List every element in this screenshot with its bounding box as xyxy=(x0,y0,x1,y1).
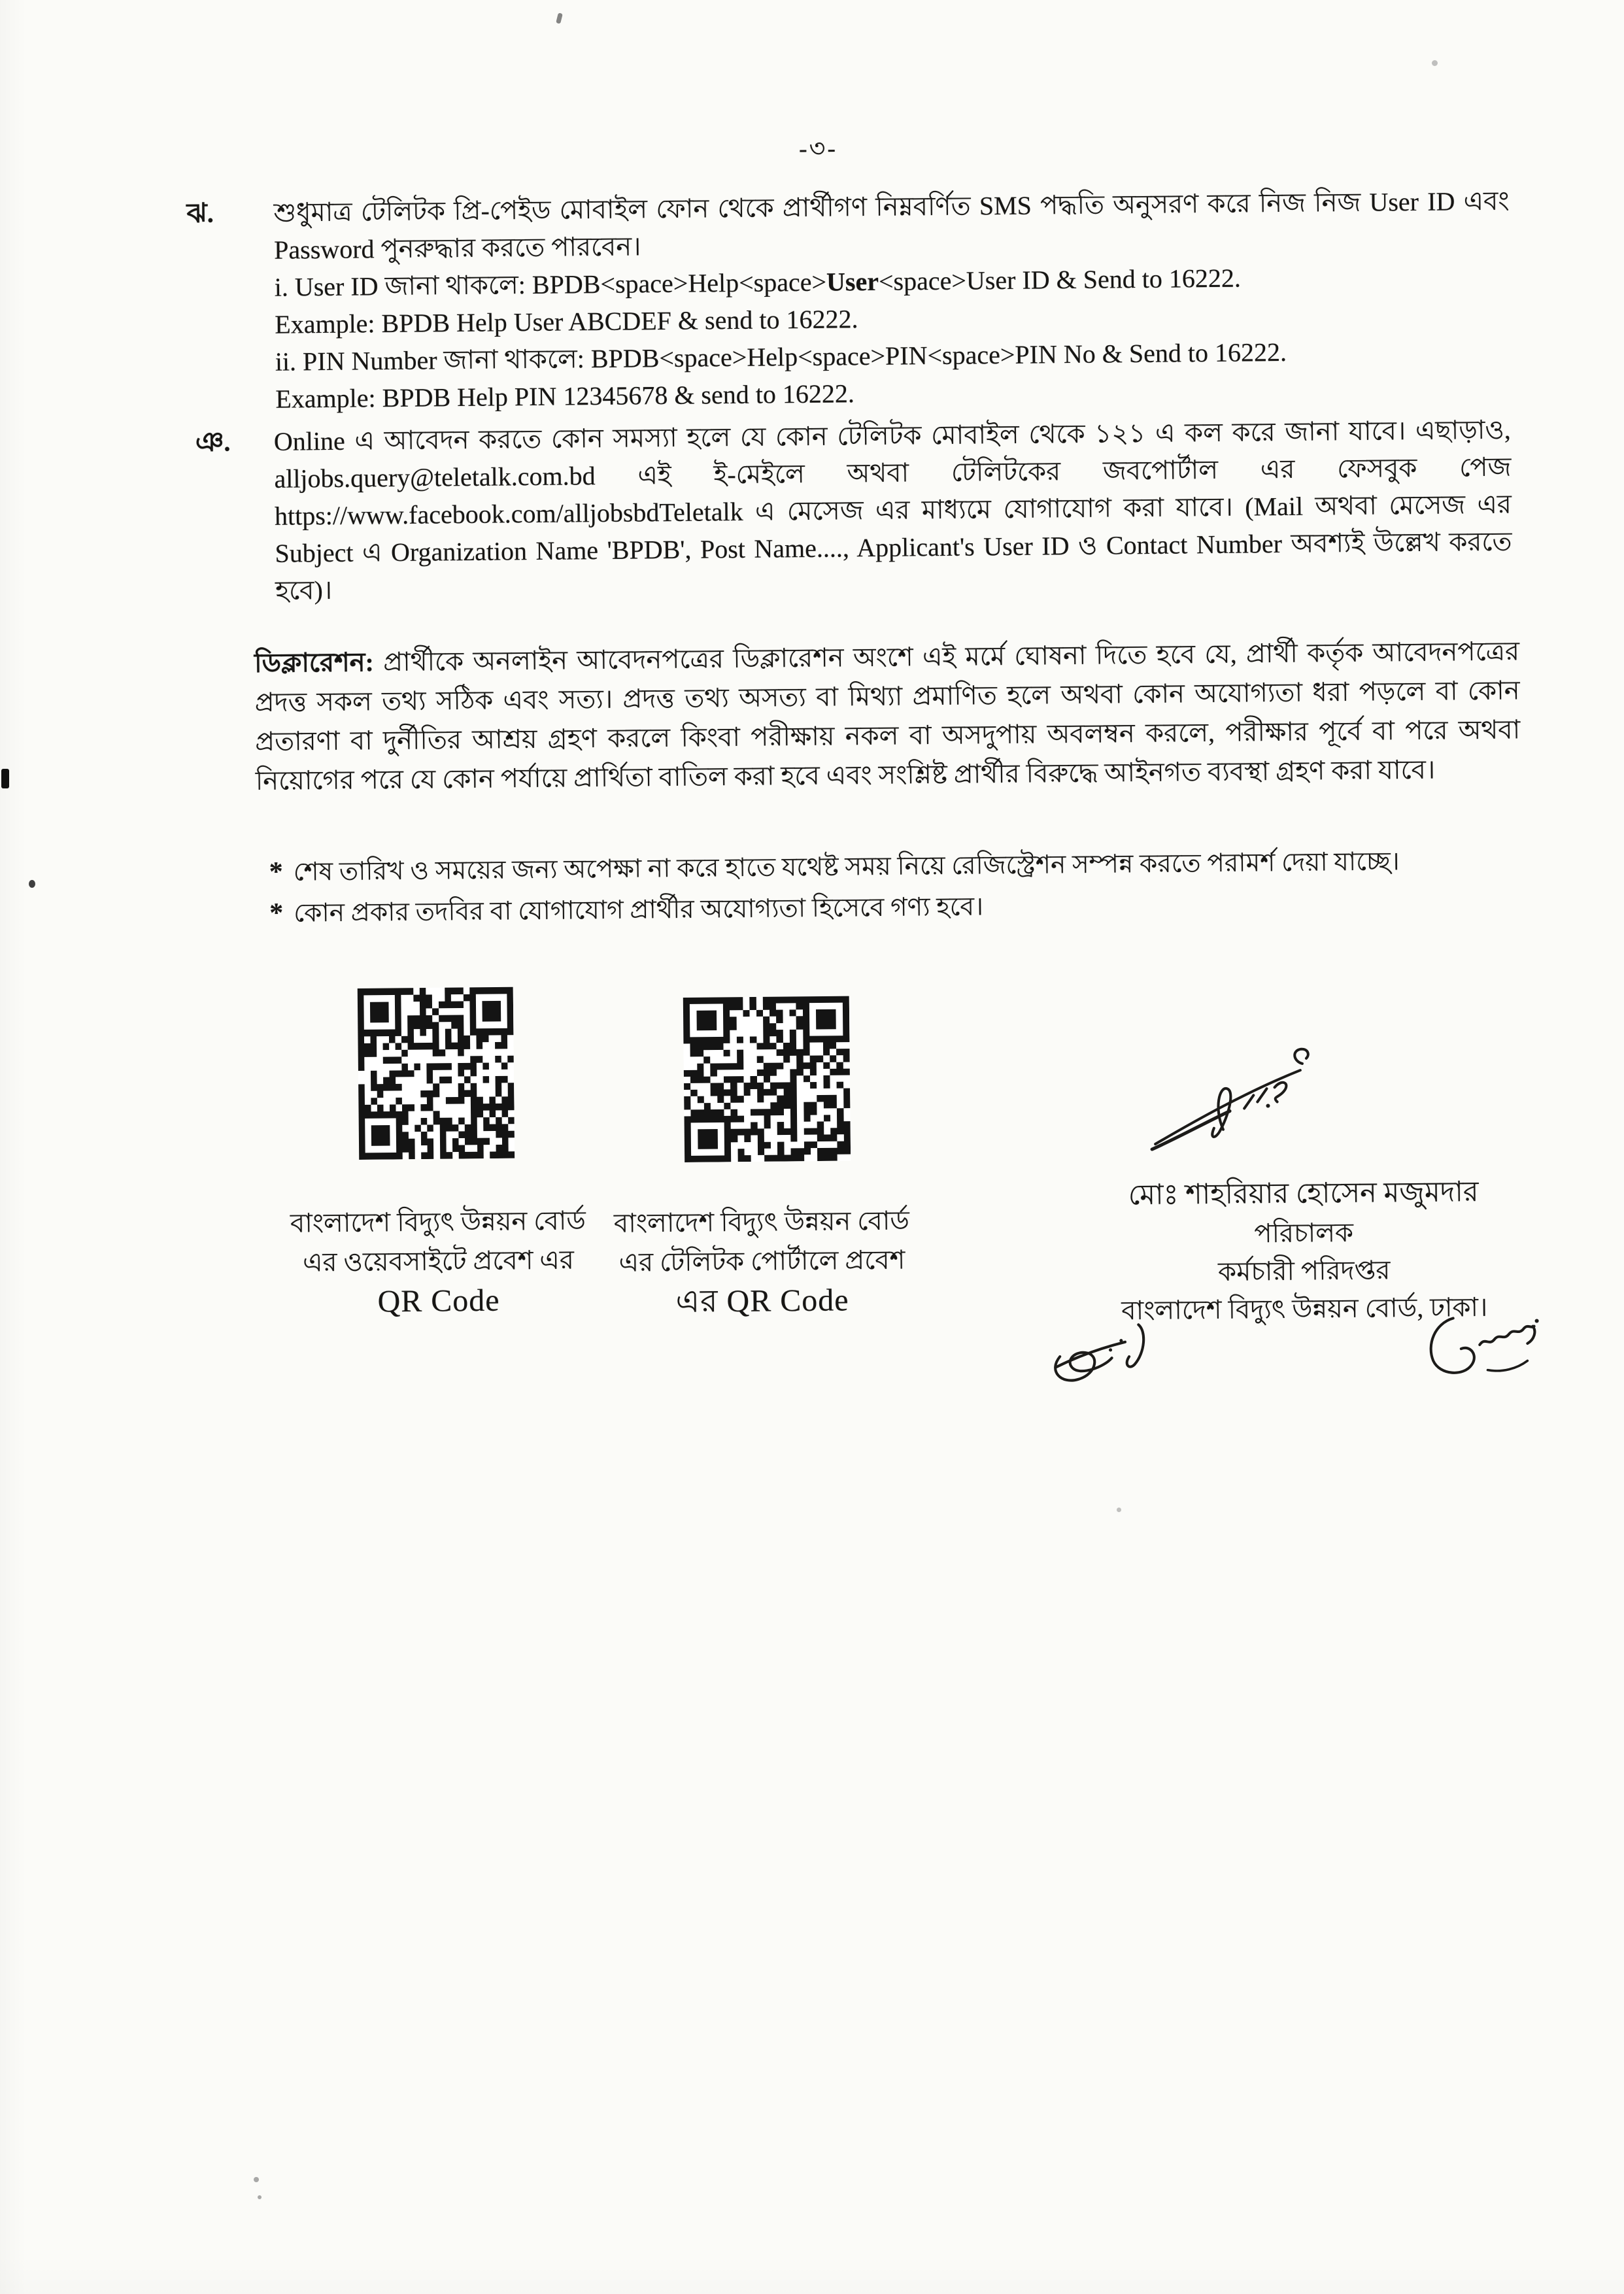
scan-artifact xyxy=(254,2177,259,2182)
sms-pin-line: ii. PIN Number জানা থাকলে: BPDB<space>Help<space>PIN<space>PIN No & Send to 16222. xyxy=(275,337,1287,377)
list-item-nya xyxy=(195,411,1513,610)
declaration-paragraph xyxy=(254,632,1521,801)
caption-line: এর ওয়েবসাইটে প্রবেশ এর xyxy=(302,1245,575,1277)
signatory-designation: পরিচালক xyxy=(1254,1217,1354,1249)
sms-user-suffix: <space>User ID & Send to 16222. xyxy=(878,263,1242,296)
caption-line: বাংলাদেশ বিদ্যুৎ উন্নয়ন বোর্ড xyxy=(613,1206,910,1238)
handwritten-signature-with-date xyxy=(1145,1045,1310,1168)
declaration-label: ডিক্লারেশন: xyxy=(254,647,375,679)
caption-qr-code-label: QR Code xyxy=(377,1283,500,1319)
scan-artifact xyxy=(556,12,563,24)
qr-code-website xyxy=(358,987,515,1160)
caption-line: এর টেলিটক পোর্টালে প্রবেশ xyxy=(618,1245,905,1277)
handwritten-initial-left xyxy=(1046,1315,1170,1389)
list-item-jha xyxy=(186,182,1511,418)
asterisk-marker: * xyxy=(269,856,283,888)
scan-artifact xyxy=(1432,60,1438,66)
declaration-body: প্রার্থীকে অনলাইন আবেদনপত্রের ডিক্লারেশন অংশে এই মর্মে ঘোষনা দিতে হবে যে, প্রার্থী কর্তৃক আবেদনপত্রের প্রদত্ত সকল তথ্য সঠিক এবং সত্য। প্রদত্ত তথ্য অসত্য বা মিথ্যা প্রমাণিত হলে অথবা কোন অযোগ্যতা ধরা পড়লে বা কোন প্রতারণা বা দুর্নীতির আশ্রয় গ্রহণ করলে কিংবা পরীক্ষায় নকল বা অসদুপায় অবলম্বন করলে, পরীক্ষার পূর্বে বা পরে অথবা নিয়োগের পরে যে কোন পর্যায়ে প্রার্থিতা বাতিল করা হবে এবং সংশ্লিষ্ট প্রার্থীর বিরুদ্ধে আইনগত ব্যবস্থা গ্রহণ করা যাবে। xyxy=(254,636,1521,796)
qr-caption-website xyxy=(273,1201,604,1323)
scan-artifact xyxy=(258,2195,262,2199)
scan-artifact xyxy=(29,880,35,888)
handwritten-initial-right xyxy=(1424,1306,1553,1379)
list-marker-nya: ঞ. xyxy=(195,426,231,458)
sms-user-prefix: i. User ID জানা থাকলে: BPDB<space>Help<space> xyxy=(274,267,827,302)
online-help-paragraph: Online এ আবেদন করতে কোন সমস্যা হলে যে কোন টেলিটক মোবাইল থেকে ১২১ এ কল করে জানা যাবে। এছাড়াও, alljobs.query@teletalk.com.bd এই ই-মেইলে অথবা টেলিটকের জবপোর্টাল এর ফেসবুক পেজ https://www.facebook.com/alljobsbdTeletalk এ মেসেজ এর মাধ্যমে যোগাযোগ করা যাবে। (Mail অথবা মেসেজ এর Subject এ Organization Name 'BPDB', Post Name...., Applicant's User ID ও Contact Number অবশ্যই উল্লেখ করতে হবে)। xyxy=(273,414,1512,605)
list-marker-jha: ঝ. xyxy=(186,197,214,229)
signatory-name: মোঃ শাহরিয়ার হোসেন মজুমদার xyxy=(1128,1177,1479,1211)
qr-caption-teletalk xyxy=(600,1201,924,1323)
caption-qr-code-label: এর QR Code xyxy=(675,1283,849,1319)
page-number: -৩- xyxy=(798,135,838,163)
scan-artifact xyxy=(1117,1508,1121,1512)
asterisk-marker: * xyxy=(269,898,284,928)
qr-code-image xyxy=(683,996,851,1162)
sms-user-example: Example: BPDB Help User ABCDEF & send to 16222. xyxy=(275,304,858,339)
qr-code-image xyxy=(358,987,515,1160)
note-text: কোন প্রকার তদবির বা যোগাযোগ প্রার্থীর অযোগ্যতা হিসেবে গণ্য হবে। xyxy=(294,892,984,928)
sms-recovery-intro: শুধুমাত্র টেলিটক প্রি-পেইড মোবাইল ফোন থেকে প্রার্থীগণ নিম্নবর্ণিত SMS পদ্ধতি অনুসরণ করে নিজ নিজ User ID এবং Password পুনরুদ্ধার করতে পারবেন। xyxy=(273,186,1510,265)
signatory-organization: বাংলাদেশ বিদ্যুৎ উন্নয়ন বোর্ড, ঢাকা। xyxy=(1121,1292,1488,1326)
sms-pin-example: Example: BPDB Help PIN 12345678 & send to 16222. xyxy=(275,379,855,414)
sms-user-keyword: User xyxy=(826,266,879,297)
signatory-department: কর্মচারী পরিদপ্তর xyxy=(1217,1255,1391,1287)
qr-code-teletalk-portal xyxy=(683,996,851,1162)
caption-line: বাংলাদেশ বিদ্যুৎ উন্নয়ন বোর্ড xyxy=(290,1206,586,1238)
note-text: শেষ তারিখ ও সময়ের জন্য অপেক্ষা না করে হাতে যথেষ্ট সময় নিয়ে রেজিস্ট্রেশন সম্পন্ন করতে পরামর্শ দেয়া যাচ্ছে। xyxy=(293,847,1400,886)
scan-artifact xyxy=(1,769,9,788)
star-notes xyxy=(269,839,1564,934)
